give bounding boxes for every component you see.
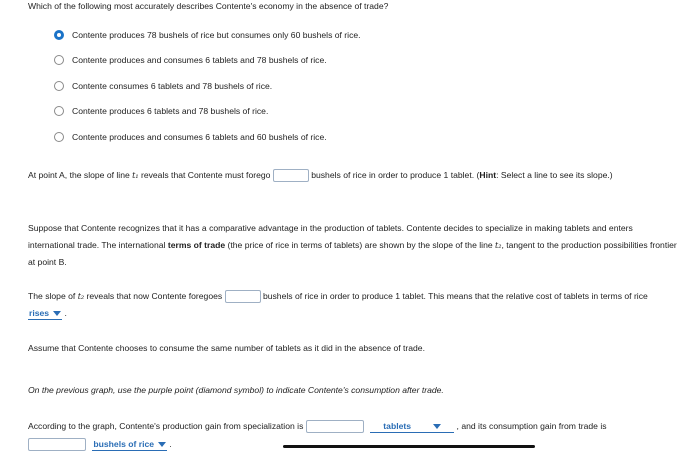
radio-selected-icon[interactable] [54, 30, 64, 40]
radio-icon[interactable] [54, 81, 64, 91]
answer-option-label: Contente produces and consumes 6 tablets and 60 bushels of rice. [72, 132, 327, 142]
answer-option[interactable] [54, 130, 327, 144]
answer-option-label: Contente consumes 6 tablets and 78 bushels of rice. [72, 81, 273, 91]
consumption-gain-unit-dropdown[interactable]: bushels of rice [92, 439, 167, 451]
relative-cost-dropdown[interactable]: rises [28, 308, 62, 320]
terms-of-trade-text: terms of trade [167, 240, 226, 250]
horizontal-scrollbar[interactable] [283, 445, 535, 448]
forego-rice-input[interactable] [273, 169, 309, 182]
gain-paragraph: According to the graph, Contente's production gain from specialization is tablets , and its consumption gain from trade is bushels of rice . [28, 417, 680, 453]
assumption-text: Assume that Contente chooses to consume the same number of tablets as it did in the absence of trade. [28, 343, 425, 353]
t2-variable: t₂ [77, 292, 85, 301]
answer-option[interactable] [54, 104, 268, 118]
chevron-down-icon [53, 311, 61, 316]
chevron-down-icon [433, 424, 441, 429]
answer-option[interactable] [54, 79, 272, 93]
graph-instruction: On the previous graph, use the purple point (diamond symbol) to indicate Contente's consumption after trade. [28, 385, 444, 395]
answer-option-label: Contente produces and consumes 6 tablets and 78 bushels of rice. [72, 55, 327, 65]
production-gain-unit-dropdown[interactable]: tablets [370, 421, 454, 433]
chevron-down-icon [158, 442, 166, 447]
slope-t2-paragraph: The slope of t₂ reveals that now Contente foregoes bushels of rice in order to produce 1 tablet. This means that the relative cost of tablets in terms of rice rises . [28, 291, 648, 318]
answer-option[interactable] [54, 53, 327, 67]
question-text: Which of the following most accurately describes Contente's economy in the absence of trade? [28, 1, 389, 11]
production-gain-input[interactable] [306, 420, 364, 433]
specialize-paragraph: Suppose that Contente recognizes that it has a comparative advantage in the production of tablets. Contente decides to specialize in making tablets and enters international trade. The international terms of trade (the price of rice in terms of tablets) are shown by the slope of the line t₂, tangent to the production possibilities frontier at point B. [28, 223, 677, 267]
radio-icon[interactable] [54, 132, 64, 142]
consumption-gain-input[interactable] [28, 438, 86, 451]
answer-option-label: Contente produces 78 bushels of rice but consumes only 60 bushels of rice. [72, 30, 361, 40]
radio-icon[interactable] [54, 106, 64, 116]
t2-variable: t₂ [495, 241, 502, 250]
answer-option[interactable] [54, 28, 361, 42]
foregoes-rice-input[interactable] [225, 290, 261, 303]
t1-variable: t₁ [132, 171, 139, 180]
slope-t1-paragraph: At point A, the slope of line t₁ reveals that Contente must forego bushels of rice in order to produce 1 tablet. (Hint: Select a line to see its slope.) [28, 167, 680, 184]
radio-icon[interactable] [54, 55, 64, 65]
answer-option-label: Contente produces 6 tablets and 78 bushels of rice. [72, 106, 269, 116]
